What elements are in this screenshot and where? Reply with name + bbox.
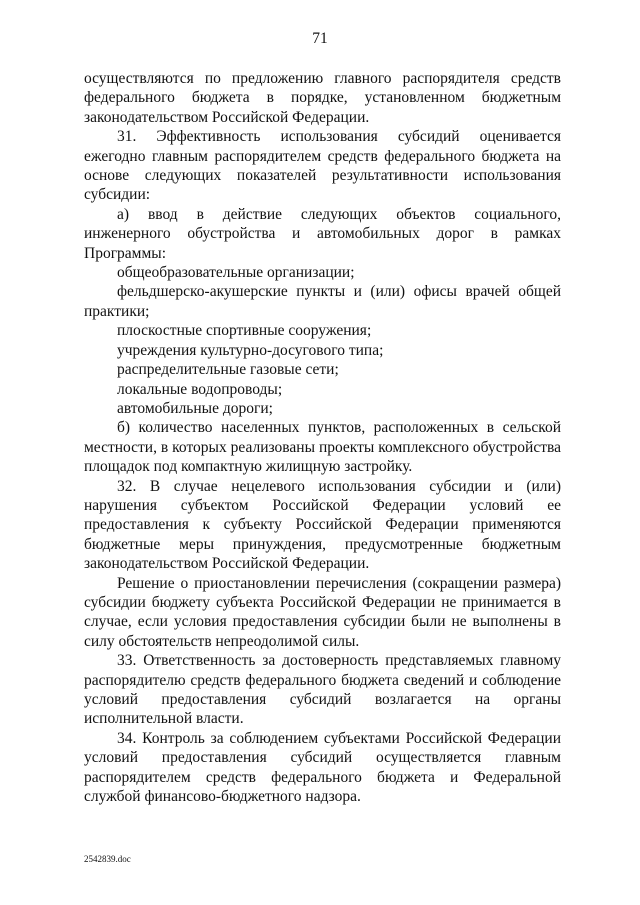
list-item-b: б) количество населенных пунктов, расположенных в сельской местности, в которых реализованы проекты комплексного обустройства площадок под компактную жилищную застройку. <box>84 419 561 476</box>
list-subitem-sports-facilities: плоскостные спортивные сооружения; <box>117 322 372 340</box>
paragraph-decision: Решение о приостановлении перечисления (сокращении размера) субсидии бюджету субъекта Российской Федерации не принимается в случае, если условия предоставления субсидии были не выполнены в силу обстоятельств непреодолимой силы. <box>84 574 561 650</box>
list-subitem-gas-networks: распределительные газовые сети; <box>117 361 339 379</box>
list-item-a: а) ввод в действие следующих объектов социального, инженерного обустройства и автомобильных дорог в рамках Программы: <box>84 205 561 262</box>
list-subitem-culture-institutions: учреждения культурно-досугового типа; <box>117 341 384 359</box>
page-number: 71 <box>312 30 328 47</box>
list-subitem-roads: автомобильные дороги; <box>117 399 273 417</box>
paragraph-33: 33. Ответственность за достоверность представляемых главному распорядителю средств федерального бюджета сведений и соблюдение условий предоставления субсидий возлагается на органы исполнительной власти. <box>84 652 561 728</box>
paragraph-31: 31. Эффективность использования субсидий оценивается ежегодно главным распорядителем средств федерального бюджета на основе следующих показателей результативности использования субсидии: <box>84 128 561 204</box>
list-subitem-schools: общеобразовательные организации; <box>117 264 355 282</box>
paragraph-34: 34. Контроль за соблюдением субъектами Российской Федерации условий предоставления субсидий осуществляется главным распорядителем средств федерального бюджета и Федеральной службой финансово-бюджетного надзора. <box>84 729 561 806</box>
paragraph-32: 32. В случае нецелевого использования субсидии и (или) нарушения субъектом Российской Федерации условий ее предоставления к субъекту Российской Федерации применяются бюджетные меры принуждения, предусмотренные бюджетным законодательством Российской Федерации. <box>84 477 561 573</box>
footer-document-id: 2542839.doc <box>84 854 131 864</box>
list-subitem-medical-points: фельдшерско-акушерские пункты и (или) офисы врачей общей практики; <box>84 283 561 320</box>
document-body <box>84 69 561 806</box>
list-subitem-water-pipes: локальные водопроводы; <box>117 380 283 398</box>
paragraph-continuation: осуществляются по предложению главного распорядителя средств федерального бюджета в порядке, установленном бюджетным законодательством Российской Федерации. <box>84 70 561 126</box>
